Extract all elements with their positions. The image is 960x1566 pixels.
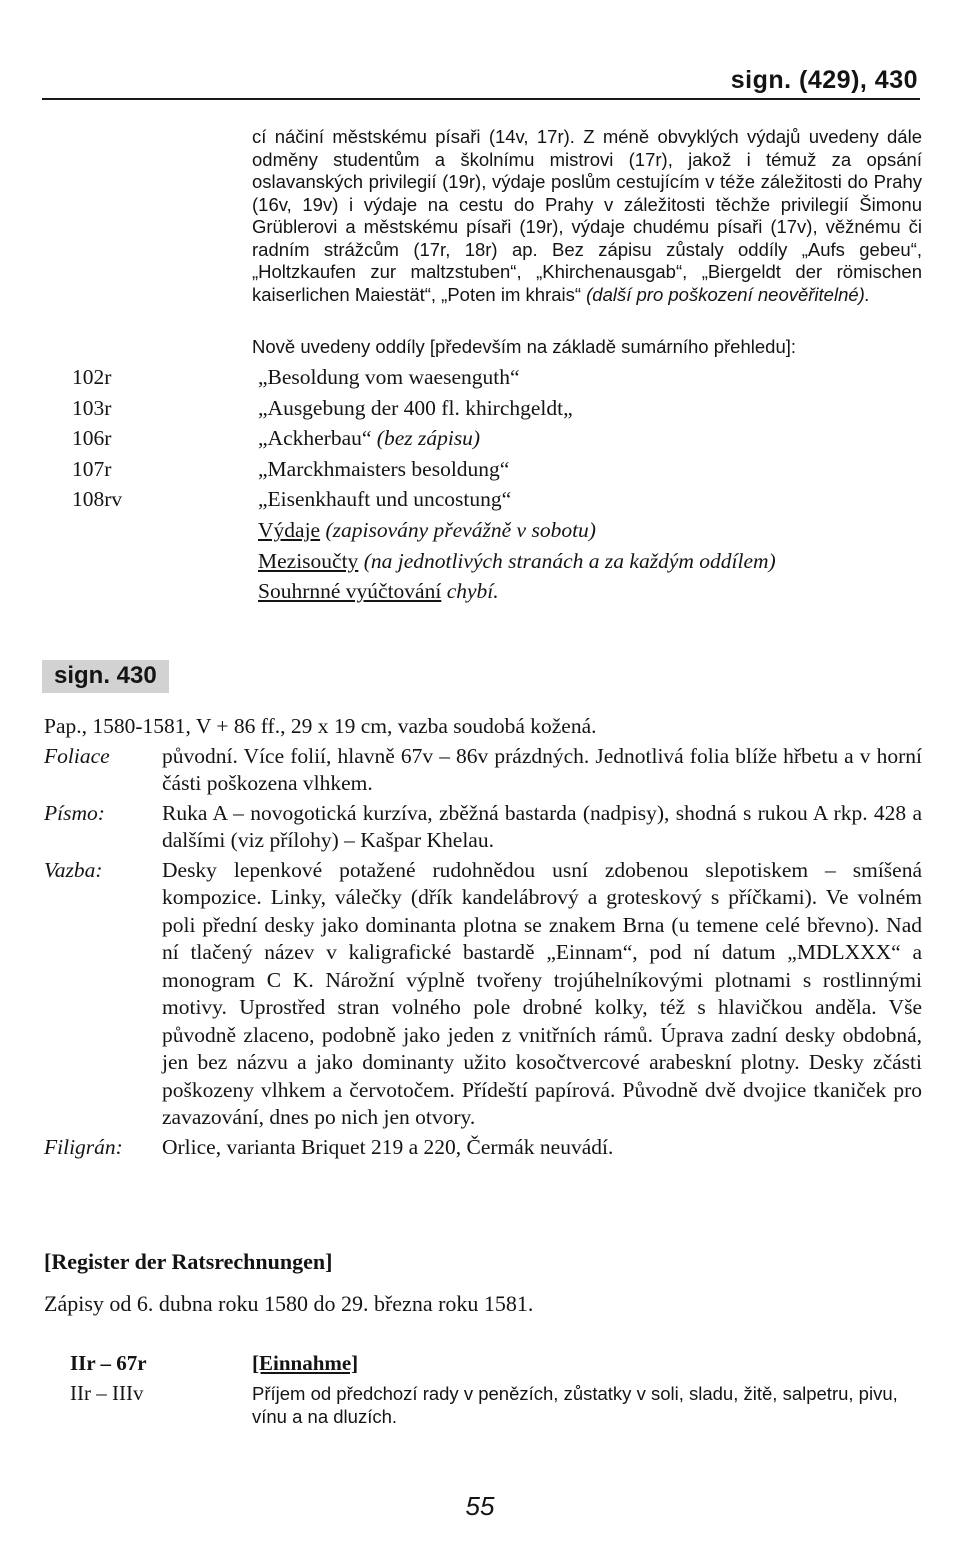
extra-section-title: Výdaje [258, 517, 321, 542]
signature-label: sign. 430 [42, 660, 169, 693]
filigran-row [44, 1134, 922, 1162]
foliace-text: původní. Více folií, hlavně 67v – 86v prázdných. Jednotlivá folia blíže hřbetu a v horní části poškozena vlhkem. [162, 743, 922, 795]
entry-title-with-note [258, 423, 480, 454]
entry-title: „Ausgebung der 400 fl. khirchgeldt„ [258, 395, 573, 420]
extra-section-note: (zapisovány převážně v sobotu) [325, 517, 596, 542]
entry-title: „Marckhmaisters besoldung“ [258, 456, 510, 481]
filigran-text: Orlice, varianta Briquet 219 a 220, Čermák neuvádí. [162, 1134, 614, 1159]
filigran-label: Filigrán: [44, 1134, 123, 1159]
extra-section-title: Souhrnné vyúčtování [258, 579, 442, 604]
pismo-label: Písmo: [44, 800, 105, 825]
vazba-row [44, 857, 922, 1132]
page-number: 55 [465, 1491, 495, 1521]
section-entry [72, 393, 932, 424]
section-entry [72, 423, 932, 454]
physical-description: Pap., 1580-1581, V + 86 ff., 29 x 19 cm, vazba soudobá kožená. [44, 714, 597, 738]
records-date-range: Zápisy od 6. dubna roku 1580 do 29. března roku 1581. [44, 1291, 534, 1316]
foliace-label: Foliace [44, 743, 110, 768]
entry-folio: 103r [72, 395, 112, 420]
section-entry [72, 362, 932, 393]
entry-title: „Ackherbau“ [258, 426, 372, 451]
newly-listed-sections-heading: Nově uvedeny oddíly [především na základě sumárního přehledu]: [252, 336, 797, 357]
register-entry-description: Příjem od předchozí rady v penězích, zůstatky v soli, sladu, žitě, salpetru, pivu, vínu a na dluzích. [252, 1383, 898, 1427]
register-entry-title: [Einnahme] [252, 1351, 359, 1375]
pismo-text: Ruka A – novogotická kurzíva, zběžná bastarda (nadpisy), shodná s rukou A rkp. 428 a dalšími (viz přílohy) – Kašpar Khelau. [162, 800, 922, 852]
continuation-paragraph [252, 126, 922, 306]
extra-section-text [258, 576, 499, 607]
pismo-row [44, 800, 922, 855]
manuscript-description [44, 713, 922, 1163]
entry-title: „Besoldung vom waesenguth“ [258, 365, 520, 389]
entry-folio: 108rv [72, 487, 123, 512]
continuation-text: cí náčiní městskému písaři (14v, 17r). Z méně obvyklých výdajů uvedeny dále odměny studentům a školnímu mistrovi (17r), jakož i témuž za opsání oslavanských privilegií (19r), výdaje poslům cestujícím v téže záležitosti do Prahy (16v, 19v) i výdaje na cestu do Prahy v záležitosti těchže privilegií Šimonu Grüblerovi a městskému písaři (19r), výdaje chudému písaři (17v), věžnému či radním strážcům (17r, 18r) ap. Bez zápisu zůstaly oddíly „Aufs gebeu“, „Holtzkaufen zur maltzstuben“, „Khirchenausgab“, „Biergeldt der römischen kaiserlichen Maiestät“, „Poten im khrais“ [252, 126, 922, 305]
extra-section [72, 515, 932, 546]
running-header-signature: sign. (429), 430 [730, 66, 918, 94]
extra-section-note: chybí. [446, 579, 499, 604]
extra-section-note: (na jednotlivých stranách a za každým oddílem) [363, 548, 776, 573]
extra-section-title: Mezisoučty [258, 548, 359, 573]
entry-folio: 102r [72, 365, 112, 389]
register-entry-folio: IIr – 67r [70, 1351, 147, 1375]
foliace-row [44, 743, 922, 798]
entry-note: (bez zápisu) [376, 426, 481, 451]
extra-section-text [258, 515, 596, 546]
header-rule [42, 98, 920, 100]
vazba-text: Desky lepenkové potažené rudohnědou usní zdobenou slepotiskem – smíšená kompozice. Linky, válečky (dřík kandelábrový a groteskový s příčkami). Ve volném poli přední desky jako dominanta plotna se znakem Brna (u temene celé břevno). Nad ní tlačený název v kaligrafické bastardě „Einnam“, pod ní datum „MDLXXX“ a monogram C K. Nárožní výplně tvořeny trojúhelníkovými plotnami s rostlinnými motivy. Uprostřed stran volného pole drobné kolky, též s hlavičkou anděla. Vše původně zlaceno, podobně jako jeden z vnitřních rámů. Úprava zadní desky obdobná, jen bez názvu a jako dominanty užito kosočtvercové arabeskní plotny. Desky zčásti poškozeny vlhkem a červotočem. Přídeští papírová. Původně dvě dvojice tkaniček pro zavazování, dnes po nich jen otvory. [162, 857, 922, 1129]
register-entry-folio: IIr – IIIv [70, 1381, 144, 1405]
section-entry [72, 484, 932, 515]
entry-folio: 107r [72, 456, 112, 481]
entry-title: „Eisenkhauft und uncostung“ [258, 487, 512, 512]
extra-section-text [258, 546, 776, 577]
extra-section [72, 576, 932, 607]
section-list [72, 362, 932, 607]
continuation-note: (další pro poškození neověřitelné). [586, 283, 870, 305]
extra-section [72, 546, 932, 577]
vazba-label: Vazba: [44, 857, 103, 882]
entry-folio: 106r [72, 426, 112, 451]
section-entry [72, 454, 932, 485]
register-title: [Register der Ratsrechnungen] [44, 1249, 333, 1274]
